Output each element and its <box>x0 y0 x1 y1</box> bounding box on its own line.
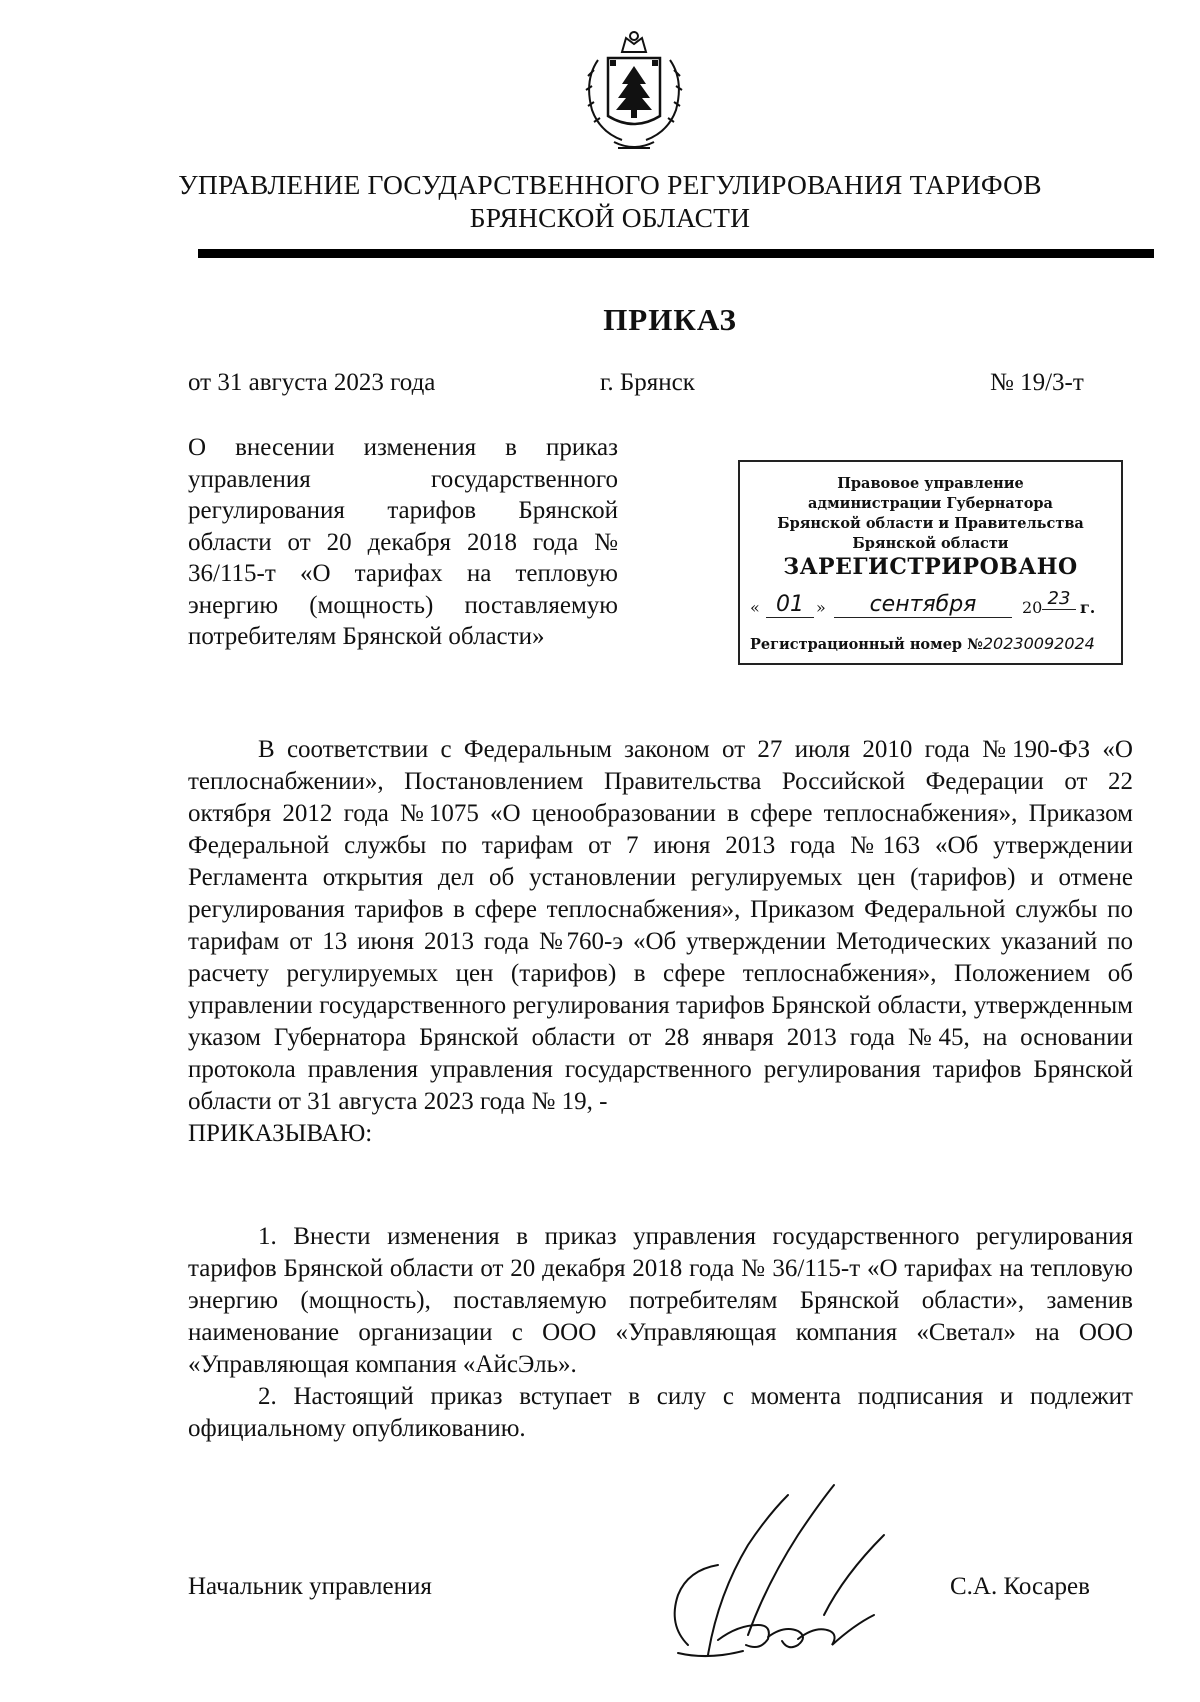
stamp-reg-number: 20230092024 <box>982 634 1095 653</box>
header-divider <box>198 249 1154 258</box>
order-subject: О внесении изменения в приказ управления государственного регулирования тарифов Брянской области от 20 декабря 2018 года № 36/115-т «О тарифах на тепловую энергию (мощность) поставляемую потребителям Брянской области» <box>188 434 618 650</box>
preamble-paragraph: В соответствии с Федеральным законом от 27 июля 2010 года №190-ФЗ «О теплоснабжении», Постановлением Правительства Российской Федерации от 22 октября 2012 года №1075 «О ценообразовании в сфере теплоснабжения», Приказом Федеральной службы по тарифам от 7 июня 2013 года №163 «Об утверждении Регламента открытия дел об установлении регулируемых цен (тарифов) и отмене регулирования тарифов в сфере теплоснабжения», Приказом Федеральной службы по тарифам от 13 июня 2013 года №760-э «Об утверждении Методических указаний по расчету регулируемых цен (тарифов) в сфере теплоснабжения», Положением об управлении государственного регулирования тарифов Брянской области, утвержденным указом Губернатора Брянской области от 28 января 2013 года №45, на основании протокола правления управления государственного регулирования тарифов Брянской области от 31 августа 2023 года № 19, - <box>188 736 1133 1115</box>
order-date: от 31 августа 2023 года <box>188 369 436 396</box>
stamp-quote-open: « <box>750 598 760 617</box>
stamp-quote-close: » <box>816 598 826 617</box>
stamp-month: сентября <box>834 592 1012 618</box>
stamp-year-unit: г. <box>1080 598 1096 617</box>
organization-title-line2: БРЯНСКОЙ ОБЛАСТИ <box>469 202 751 233</box>
stamp-organization <box>740 474 1121 554</box>
registration-stamp <box>738 460 1123 665</box>
handwritten-signature-icon <box>648 1475 908 1675</box>
order-items <box>188 1221 1133 1445</box>
stamp-date <box>750 588 1115 626</box>
order-number: № 19/3-т <box>990 369 1084 396</box>
coat-of-arms-icon <box>578 30 690 158</box>
organization-title-line1: УПРАВЛЕНИЕ ГОСУДАРСТВЕННОГО РЕГУЛИРОВАНИЯ ТАРИФОВ <box>178 169 1042 200</box>
stamp-status: ЗАРЕГИСТРИРОВАНО <box>783 554 1078 580</box>
stamp-reg-label: Регистрационный номер № <box>750 636 983 653</box>
stamp-year-suffix: 23 <box>1042 588 1076 610</box>
order-body <box>188 734 1133 1150</box>
order-item-1: 1. Внести изменения в приказ управления государственного регулирования тарифов Брянской области от 20 декабря 2018 года № 36/115-т «О тарифах на тепловую энергию (мощность), поставляемую потребителям Брянской области», заменив наименование организации с ООО «Управляющая компания «Светал» на ООО «Управляющая компания «АйсЭль». <box>188 1223 1133 1378</box>
stamp-org-line2: администрации Губернатора <box>808 495 1053 512</box>
signer-name: С.А. Косарев <box>950 1573 1090 1600</box>
stamp-year-prefix: 20 <box>1022 598 1043 617</box>
organization-title <box>170 168 1050 234</box>
order-city: г. Брянск <box>600 369 695 396</box>
order-item-2: 2. Настоящий приказ вступает в силу с момента подписания и подлежит официальному опубликованию. <box>188 1383 1133 1442</box>
signer-position: Начальник управления <box>188 1573 432 1600</box>
document-type-heading: ПРИКАЗ <box>603 302 737 337</box>
stamp-registration-number <box>750 634 1120 653</box>
stamp-org-line1: Правовое управление <box>837 475 1024 492</box>
stamp-org-line4: Брянской области <box>852 535 1009 552</box>
stamp-org-line3: Брянской области и Правительства <box>777 515 1084 532</box>
order-word: ПРИКАЗЫВАЮ: <box>188 1120 373 1147</box>
stamp-day: 01 <box>766 592 814 618</box>
